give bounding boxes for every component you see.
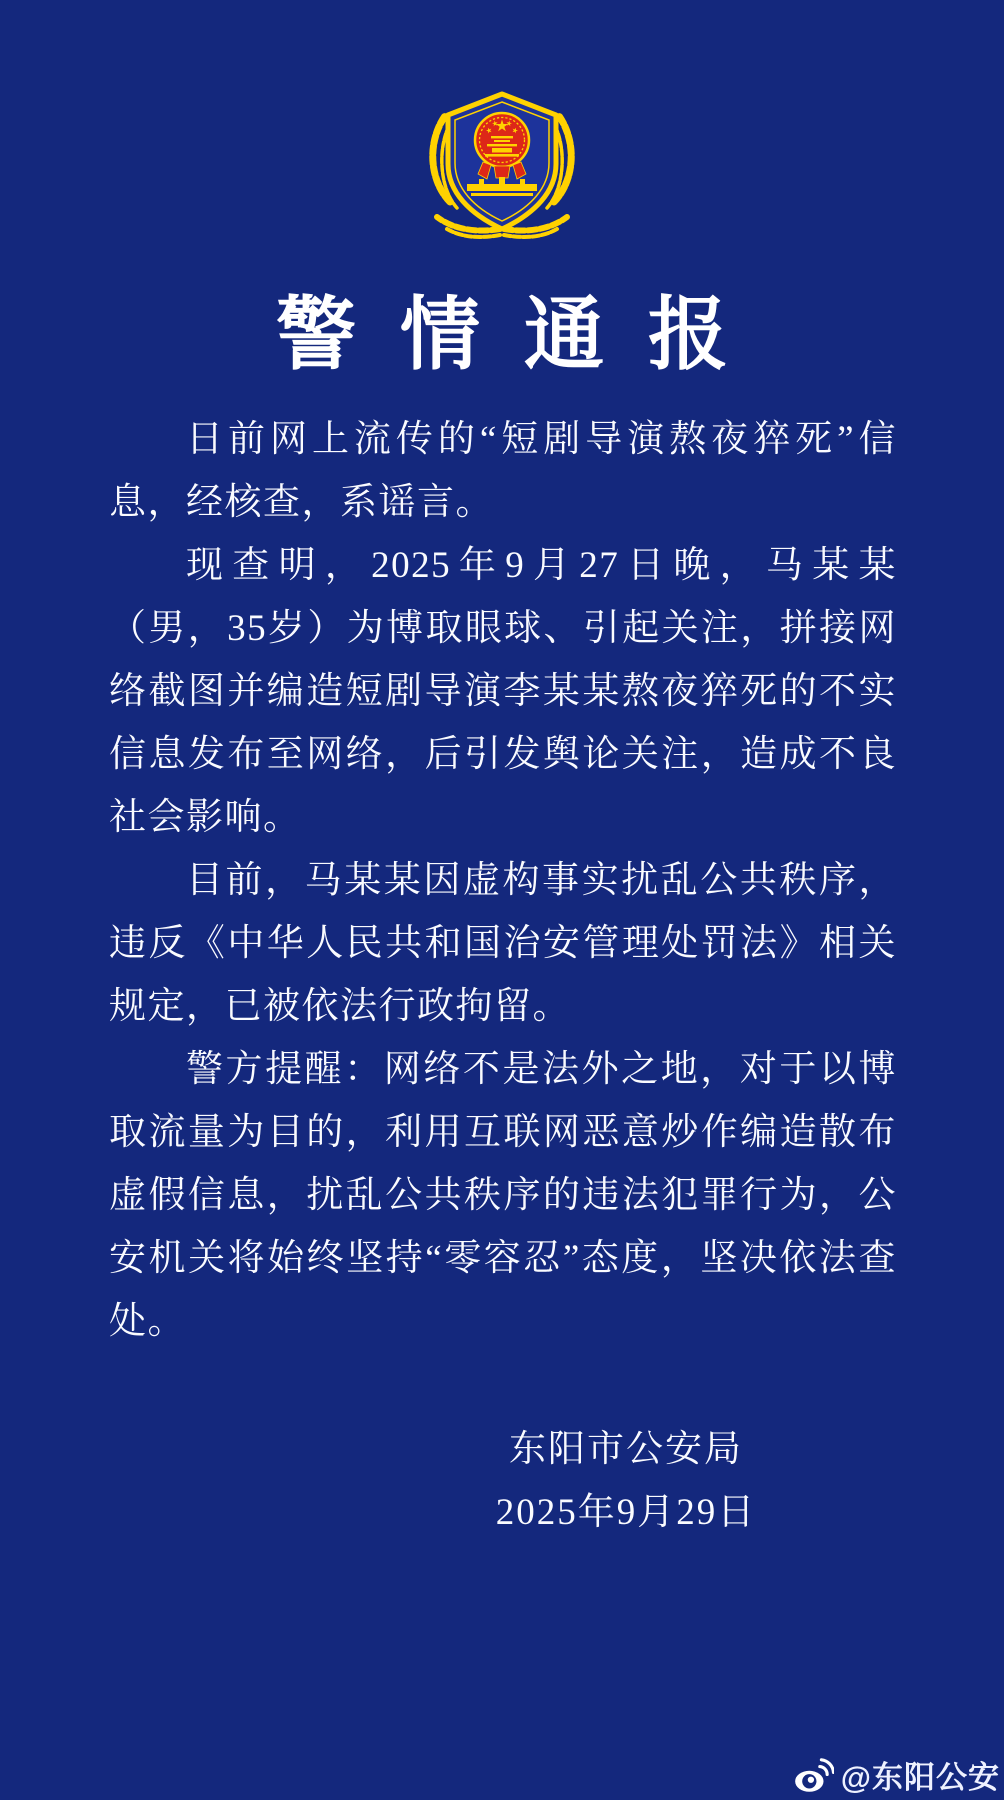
- watermark-handle: @东阳公安: [840, 1760, 1000, 1795]
- weibo-icon: [792, 1757, 834, 1793]
- notice-paragraph: 日前网上流传的“短剧导演熬夜猝死”信息，经核查，系谣言。: [109, 419, 897, 523]
- signature-agency: 东阳市公安局: [509, 1429, 743, 1470]
- notice-paragraph: 现查明，2025年9月27日晚，马某某（男，35岁）为博取眼球、引起关注，拼接网络截图并编造短剧导演李某某熬夜猝死的不实信息发布至网络，后引发舆论关注，造成不良社会影响。: [109, 545, 897, 838]
- notice-paragraph: 目前，马某某因虚构事实扰乱公共秩序，违反《中华人民共和国治安管理处罚法》相关规定，已被依法行政拘留。: [109, 860, 897, 1027]
- watermark: [792, 1752, 1000, 1797]
- signature-date: 2025年9月29日: [495, 1492, 757, 1533]
- signature-block: [0, 1418, 1004, 1544]
- notice-body: [109, 408, 897, 1353]
- notice-paragraph: 警方提醒：网络不是法外之地，对于以博取流量为目的，利用互联网恶意炒作编造散布虚假信息，扰乱公共秩序的违法犯罪行为，公安机关将始终坚持“零容忍”态度，坚决依法查处。: [109, 1049, 897, 1342]
- notice-title: 警情通报: [276, 292, 772, 380]
- police-badge-icon: [417, 80, 587, 240]
